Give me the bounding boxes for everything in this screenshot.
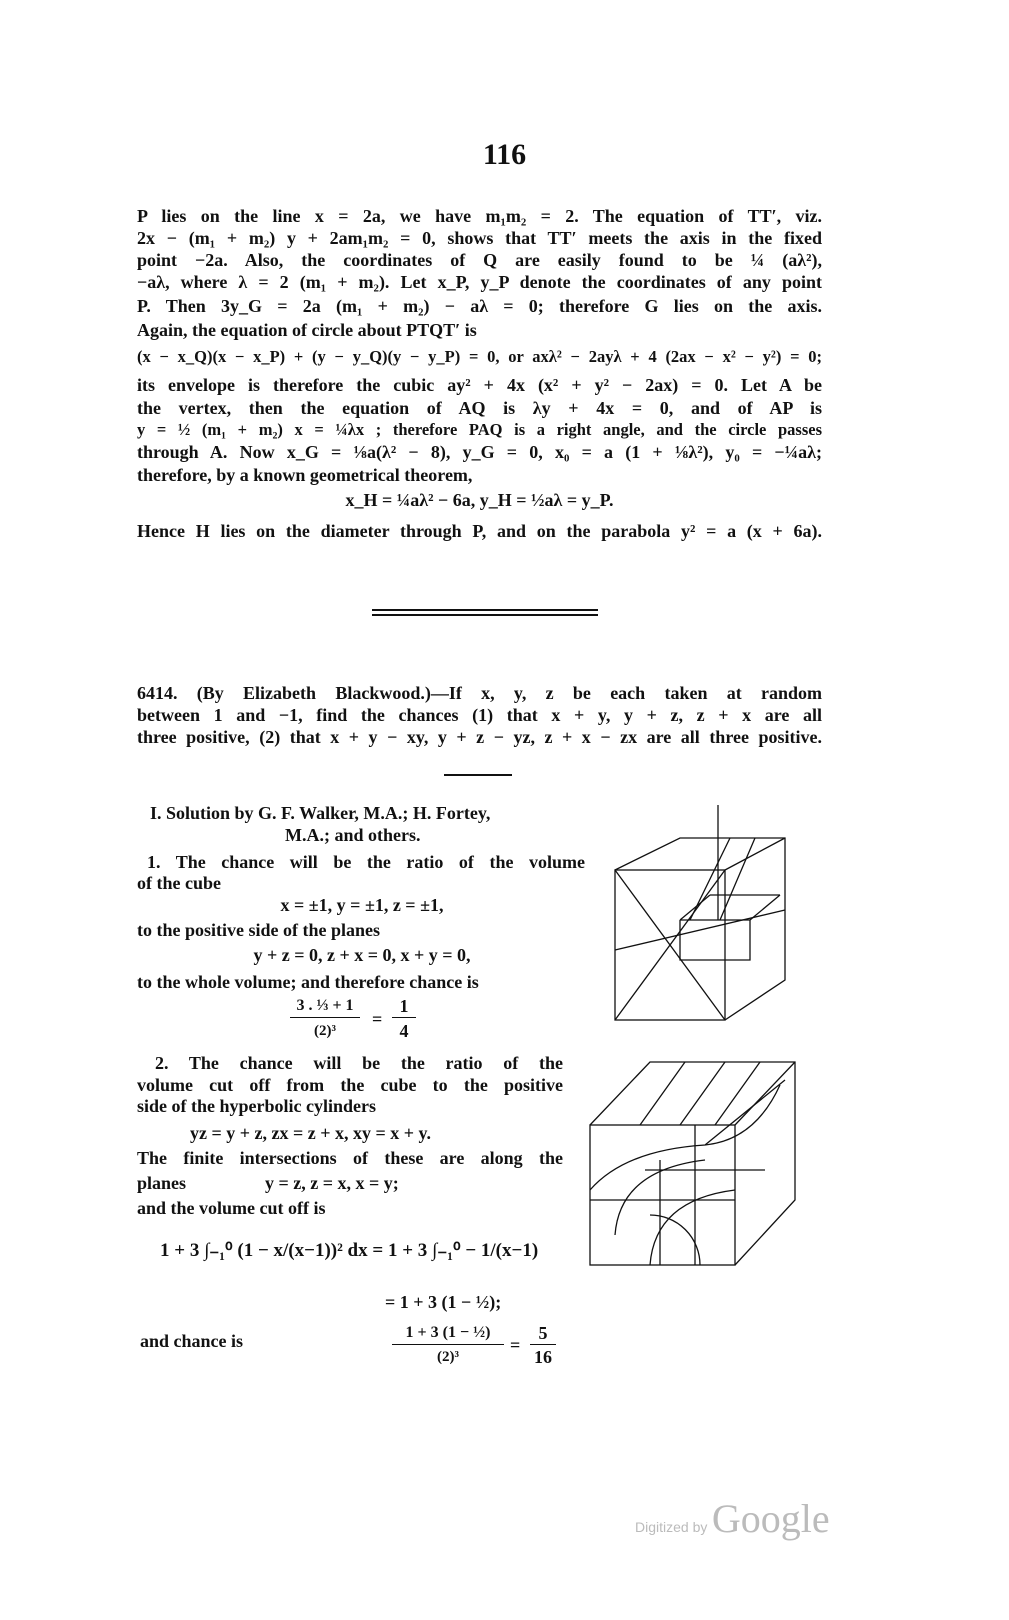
equation: = 1 + 3 (1 − ½); (385, 1292, 502, 1312)
equation: x = ±1, y = ±1, z = ±1, (280, 895, 444, 915)
fraction-numerator: 1 + 3 (1 − ½) (392, 1322, 504, 1345)
text-line: planes (137, 1173, 187, 1193)
divider (444, 774, 512, 776)
page-number: 116 (482, 138, 527, 171)
fraction-numerator: 3 . ⅓ + 1 (290, 995, 360, 1018)
fraction-numerator: 5 (530, 1322, 556, 1345)
text-line: to the whole volume; and therefore chance is (137, 972, 479, 992)
divider (372, 614, 598, 616)
fraction-denominator: (2)³ (314, 1023, 336, 1039)
text-line: y = ½ (m₁ + m₂) x = ¼λx ; therefore PAQ is a right angle, and the circle passes (137, 420, 822, 439)
text-line: its envelope is therefore the cubic ay² + 4x (x² + y² − 2ax) = 0. Let A be (137, 375, 822, 395)
text-line: P lies on the line x = 2a, we have m₁m₂ = 2. The equation of TT′, viz. (137, 206, 822, 226)
text-line: point −2a. Also, the coordinates of Q are easily found to be ¼ (aλ²), (137, 250, 822, 270)
divider (372, 609, 598, 611)
text-line: and chance is (140, 1331, 244, 1351)
text-line: of the cube (137, 873, 221, 893)
equals-sign: = (510, 1335, 521, 1355)
text-line: 2. The chance will be the ratio of the (155, 1053, 563, 1073)
text-line: and the volume cut off is (137, 1198, 326, 1218)
problem-line (137, 682, 822, 704)
text-line: Again, the equation of circle about PTQT′ is (137, 320, 477, 340)
text-line: the vertex, then the equation of AQ is λy + 4x = 0, and of AP is (137, 398, 822, 418)
fraction-denominator: (2)³ (437, 1349, 459, 1365)
fraction-denominator: 16 (534, 1347, 552, 1367)
fraction-denominator: 4 (399, 1021, 409, 1041)
equation: x_H = ¼aλ² − 6a, y_H = ½aλ = y_P. (345, 490, 614, 510)
text-line: Hence H lies on the diameter through P, and on the parabola y² = a (x + 6a). (137, 521, 822, 541)
problem-line: between 1 and −1, find the chances (1) that x + y, y + z, z + x are all (137, 705, 822, 725)
fraction-numerator: 1 (392, 995, 416, 1018)
digitized-by-google-watermark (635, 1495, 830, 1542)
text-line: The finite intersections of these are along the (137, 1148, 563, 1168)
text-line: 1. The chance will be the ratio of the volume (147, 852, 585, 872)
text-line: 2x − (m₁ + m₂) y + 2am₁m₂ = 0, shows that TT′ meets the axis in the fixed (137, 228, 822, 248)
watermark-prefix: Digitized by (635, 1519, 708, 1535)
equals-sign: = (372, 1009, 383, 1029)
equation: yz = y + z, zx = z + x, xy = x + y. (190, 1123, 432, 1143)
integral-equation: 1 + 3 ∫₋₁⁰ (1 − x/(x−1))² dx = 1 + 3 ∫₋₁⁰ − 1/(x−1) (160, 1240, 539, 1261)
equation: y + z = 0, z + x = 0, x + y = 0, (253, 945, 471, 965)
problem-number: 6414. (137, 683, 178, 703)
text-line: P. Then 3y_G = 2a (m₁ + m₂) − aλ = 0; therefore G lies on the axis. (137, 296, 822, 316)
text-line: (x − x_Q)(x − x_P) + (y − y_Q)(y − y_P) = 0, or axλ² − 2ayλ + 4 (2ax − x² − y²) = 0; (137, 347, 822, 366)
google-logo: Google (711, 1496, 830, 1541)
text-line: through A. Now x_G = ⅛a(λ² − 8), y_G = 0, x₀ = a (1 + ⅛λ²), y₀ = −¼aλ; (137, 442, 822, 462)
solution-heading: M.A.; and others. (285, 825, 421, 845)
solution-heading: I. Solution by G. F. Walker, M.A.; H. Fortey, (150, 803, 491, 823)
text-line: volume cut off from the cube to the positive (137, 1075, 563, 1095)
problem-line: three positive, (2) that x + y − xy, y + z − yz, z + x − zx are all three positive. (137, 727, 822, 747)
text-line: −aλ, where λ = 2 (m₁ + m₂). Let x_P, y_P denote the coordinates of any point (137, 272, 822, 292)
cube-figure-2 (585, 1050, 800, 1270)
text-line: to the positive side of the planes (137, 920, 380, 940)
cube-figure-1 (590, 800, 790, 1025)
text-line: side of the hyperbolic cylinders (137, 1096, 376, 1116)
text-line: therefore, by a known geometrical theorem, (137, 465, 473, 485)
equation: y = z, z = x, x = y; (265, 1173, 399, 1193)
problem-text: (By Elizabeth Blackwood.)—If x, y, z be each taken at random (196, 683, 822, 703)
